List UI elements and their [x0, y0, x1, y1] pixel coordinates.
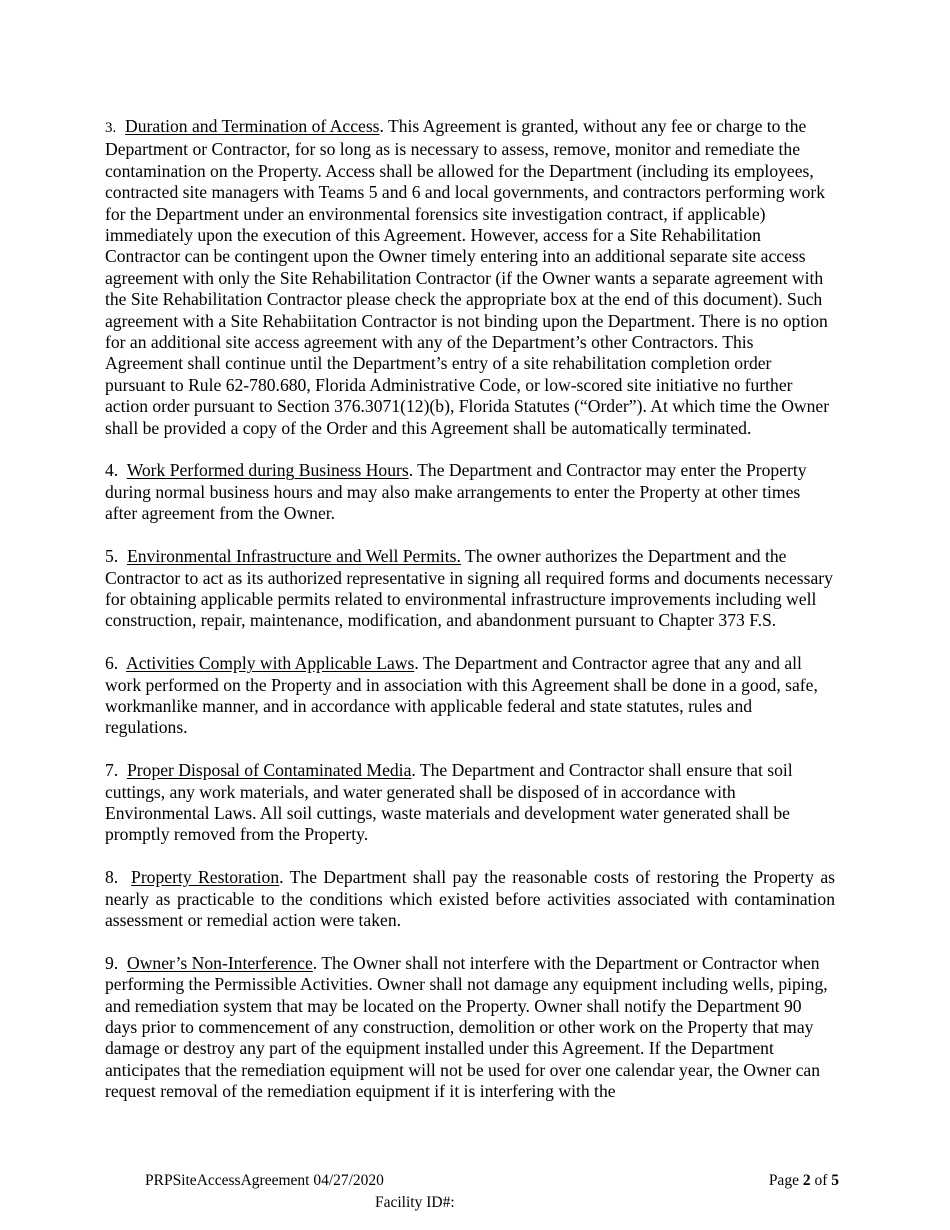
- section-heading: Proper Disposal of Contaminated Media: [127, 760, 412, 781]
- section-9: [105, 953, 835, 1103]
- section-heading: Property Restoration: [131, 867, 280, 888]
- page-prefix: Page: [768, 1172, 803, 1189]
- section-number: 5.: [105, 546, 119, 567]
- section-text: . The Owner shall not interfere with the Department or Contractor when performing the Permissible Activities. Owner shall not damage any equipment including wells, piping, and remediation system that may be located on the Property. Owner shall notify the Department 90 days prior to commencement of any construction, demolition or other work on the Property that may damage or destroy any part of the equipment installed under this Agreement. If the Department anticipates that the remediation equipment will not be used for over one calendar year, the Owner can request removal of the remediation equipment if it is interfering with the: [105, 952, 828, 1102]
- section-text: . The Department shall pay the reasonable costs of restoring the Property as nearly as practicable to the conditions which existed before activities associated with contamination assessment or remedial action were taken.: [105, 867, 836, 930]
- section-heading: Owner’s Non-Interference: [127, 952, 313, 973]
- section-heading: Activities Comply with Applicable Laws: [126, 653, 415, 674]
- section-text: . The Department and Contractor shall ensure that soil cuttings, any work materials, and water generated shall be disposed of in accordance with Environmental Laws. All soil cuttings, waste materials and development water generated shall be promptly removed from the Property.: [105, 760, 793, 845]
- section-number: 6.: [105, 653, 119, 674]
- footer-document-id: PRPSiteAccessAgreement 04/27/2020: [145, 1172, 384, 1189]
- agreement-body: [105, 116, 835, 1124]
- section-6: [105, 653, 835, 739]
- section-3: [105, 116, 835, 439]
- section-text: . The Department and Contractor may enter the Property during normal business hours and may also make arrangements to enter the Property at other times after agreement from the Owner.: [105, 460, 807, 524]
- section-heading: Work Performed during Business Hours: [126, 460, 409, 481]
- section-number: 4.: [105, 460, 119, 481]
- section-heading: Duration and Termination of Access: [125, 116, 380, 136]
- footer-facility-id: Facility ID#:: [375, 1194, 455, 1211]
- section-number: 9.: [105, 952, 119, 973]
- footer-page-number: [769, 1172, 839, 1190]
- page-total: 5: [831, 1172, 839, 1189]
- section-number: 8.: [105, 867, 119, 888]
- section-text: . This Agreement is granted, without any fee or charge to the Department or Contractor, for so long as is necessary to assess, remove, monitor and remediate the contamination on the Property. Access shall be allowed for the Department (including its employees, contracted site managers with Teams 5 and 6 and local governments, and contractors performing work for the Department under an environmental forensics site investigation contract, if applicable) immediately upon the execution of this Agreement. However, access for a Site Rehabilitation Contractor can be contingent upon the Owner timely entering into an additional separate site access agreement with only the Site Rehabilitation Contractor (if the Owner wants a separate agreement with the Site Rehabilitation Contractor please check the appropriate box at the end of this document). Such agreement with a Site Rehabiitation Contractor is not binding upon the Department. There is no option for an additional site access agreement with any of the Department’s other Contractors. This Agreement shall continue until the Department’s entry of a site rehabilitation completion order pursuant to Rule 62-780.680, Florida Administrative Code, or low-scored site initiative no further action order pursuant to Section 376.3071(12)(b), Florida Statutes (“Order”). At which time the Owner shall be provided a copy of the Order and this Agreement shall be automatically terminated.: [105, 116, 830, 438]
- section-text: The owner authorizes the Department and the Contractor to act as its authorized representative in signing all required forms and documents necessary for obtaining applicable permits related to environmental infrastructure improvements including well construction, repair, maintenance, modification, and abandonment pursuant to Chapter 373 F.S.: [105, 546, 833, 631]
- page-current: 2: [802, 1172, 811, 1189]
- section-5: [105, 546, 835, 632]
- section-number: 3.: [105, 120, 117, 136]
- section-4: [105, 460, 835, 524]
- section-number: 7.: [105, 760, 119, 781]
- section-text: . The Department and Contractor agree that any and all work performed on the Property and in association with this Agreement shall be done in a good, safe, workmanlike manner, and in accordance with applicable federal and state statutes, rules and regulations.: [105, 653, 818, 738]
- page-mid: of: [810, 1172, 832, 1189]
- section-7: [105, 760, 835, 846]
- section-8: [105, 867, 835, 931]
- section-heading: Environmental Infrastructure and Well Permits.: [127, 546, 461, 567]
